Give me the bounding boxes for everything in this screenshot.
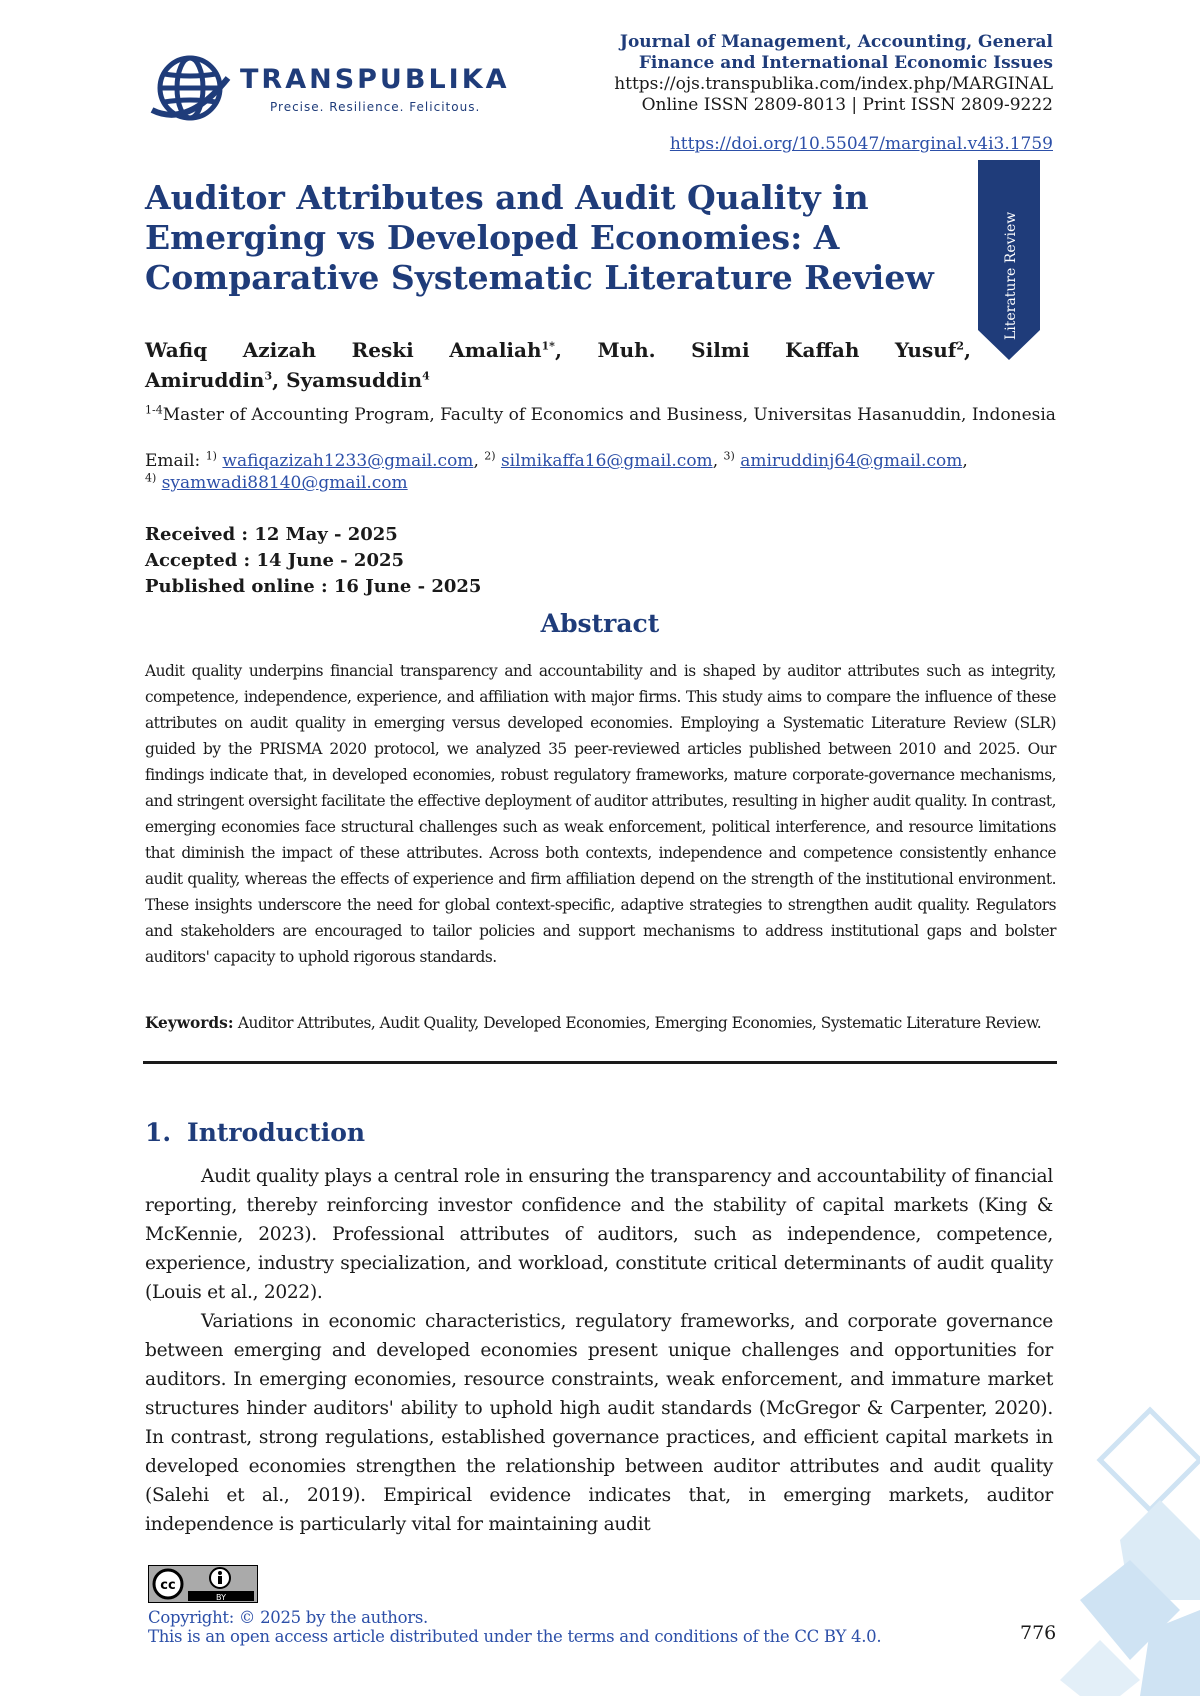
authors-line-1 — [145, 336, 971, 365]
introduction-heading: 1. Introduction — [145, 1118, 366, 1147]
copyright-notice — [148, 1608, 881, 1646]
journal-title-line2: Finance and International Economic Issues — [638, 53, 1053, 73]
license-line: This is an open access article distributed under the terms and conditions of the CC BY 4.0. — [148, 1627, 882, 1646]
article-title: Auditor Attributes and Audit Quality in Emerging vs Developed Economies: A Comparative Systematic Literature Review — [145, 178, 934, 297]
authors-line-2 — [145, 366, 430, 395]
intro-paragraph-2: Variations in economic characteristics, regulatory frameworks, and corporate governance between emerging and developed economies present unique challenges and opportunities for auditors. In emerging economies, resource constraints, weak enforcement, and immature market structures hinder auditors' ability to uphold high audit standards (McGregor & Carpenter, 2020). In contrast, strong regulations, established governance practices, and efficient capital markets in developed economies strengthen the relationship between auditor attributes and audit quality (Salehi et al., 2019). Empirical evidence indicates that, in emerging markets, auditor independence is particularly vital for maintaining audit — [145, 1311, 1053, 1535]
journal-issn: Online ISSN 2809-8013 | Print ISSN 2809-9222 — [641, 95, 1053, 115]
article-dates — [145, 522, 481, 600]
svg-text:BY: BY — [216, 1593, 226, 1602]
received-date: Received : 12 May - 2025 — [145, 524, 398, 545]
intro-paragraph-1: Audit quality plays a central role in ensuring the transparency and accountability of financial reporting, thereby reinforcing investor confidence and the stability of capital markets (King & McKennie, 2023). Professional attributes of auditors, such as independence, competence, experience, industry specialization, and workload, constitute critical determinants of audit quality (Louis et al., 2022). — [145, 1166, 1053, 1303]
doi-link[interactable]: https://doi.org/10.55047/marginal.v4i3.1759 — [669, 134, 1053, 154]
journal-header — [614, 32, 1053, 116]
journal-title-line1: Journal of Management, Accounting, General — [619, 32, 1053, 52]
decorative-diamonds — [1060, 1400, 1200, 1696]
author-4: Syamsuddin$^4$ — [286, 368, 430, 392]
publisher-logo — [148, 48, 532, 130]
published-date: Published online : 16 June - 2025 — [145, 576, 482, 597]
author-3: Amiruddin$^3$, — [145, 368, 280, 392]
author-2: Muh. Silmi Kaffah Yusuf$^2$, — [597, 338, 971, 362]
globe-icon — [152, 58, 228, 118]
article-type-ribbon — [978, 160, 1040, 360]
logo-tagline: Precise. Resilience. Felicitous. — [270, 100, 481, 114]
cc-by-license-badge — [148, 1565, 258, 1603]
keywords: Keywords: Auditor Attributes, Audit Quality, Developed Economies, Emerging Economies, Systematic Literature Review. — [145, 1014, 1042, 1032]
abstract-text: Audit quality underpins financial transparency and accountability and is shaped by auditor attributes such as integrity, competence, independence, experience, and affiliation with major firms. This study aims to compare the influence of these attributes on audit quality in emerging versus developed economies. Employing a Systematic Literature Review (SLR) guided by the PRISMA 2020 protocol, we analyzed 35 peer-reviewed articles published between 2010 and 2025. Our findings indicate that, in developed economies, robust regulatory frameworks, mature corporate-governance mechanisms, and stringent oversight facilitate the effective deployment of auditor attributes, resulting in higher audit quality. In contrast, emerging economies face structural challenges such as weak enforcement, political interference, and resource limitations that diminish the impact of these attributes. Across both contexts, independence and competence consistently enhance audit quality, whereas the effects of experience and firm affiliation depend on the strength of the institutional environment. These insights underscore the need for global context-specific, adaptive strategies to strengthen audit quality. Regulators and stakeholders are encouraged to tailor policies and support mechanisms to address institutional gaps and bolster auditors' capacity to uphold rigorous standards. — [145, 662, 1056, 966]
email-list: Email: $^{1)}$ wafiqazizah1233@gmail.com, $^{2)}$ silmikaffa16@gmail.com, $^{3)}$ amiruddinj64@gmail.com, $^{4)}$ syamwadi88140@gmail.com — [145, 449, 968, 493]
section-divider — [143, 1061, 1057, 1064]
journal-url[interactable]: https://ojs.transpublika.com/index.php/MARGINAL — [614, 74, 1053, 94]
page-number: 776 — [1020, 1622, 1057, 1644]
email-link-4[interactable]: syamwadi88140@gmail.com — [161, 473, 408, 493]
email-link-2[interactable]: silmikaffa16@gmail.com — [500, 451, 713, 471]
accepted-date: Accepted : 14 June - 2025 — [145, 550, 405, 571]
svg-text:cc: cc — [160, 1578, 176, 1593]
abstract-heading: Abstract — [540, 609, 660, 638]
logo-wordmark: TRANSPUBLIKA — [240, 64, 510, 95]
email-link-1[interactable]: wafiqazizah1233@gmail.com — [222, 451, 474, 471]
affiliation: $^{1-4}$Master of Accounting Program, Faculty of Economics and Business, Universitas Hasanuddin, Indonesia — [145, 403, 1056, 425]
email-link-3[interactable]: amiruddinj64@gmail.com — [740, 451, 963, 471]
copyright-line: Copyright: © 2025 by the authors. — [148, 1608, 428, 1627]
author-1: Wafiq Azizah Reski Amaliah$^{1*}$, — [145, 338, 562, 362]
ribbon-label: Literature Review — [1003, 211, 1019, 340]
